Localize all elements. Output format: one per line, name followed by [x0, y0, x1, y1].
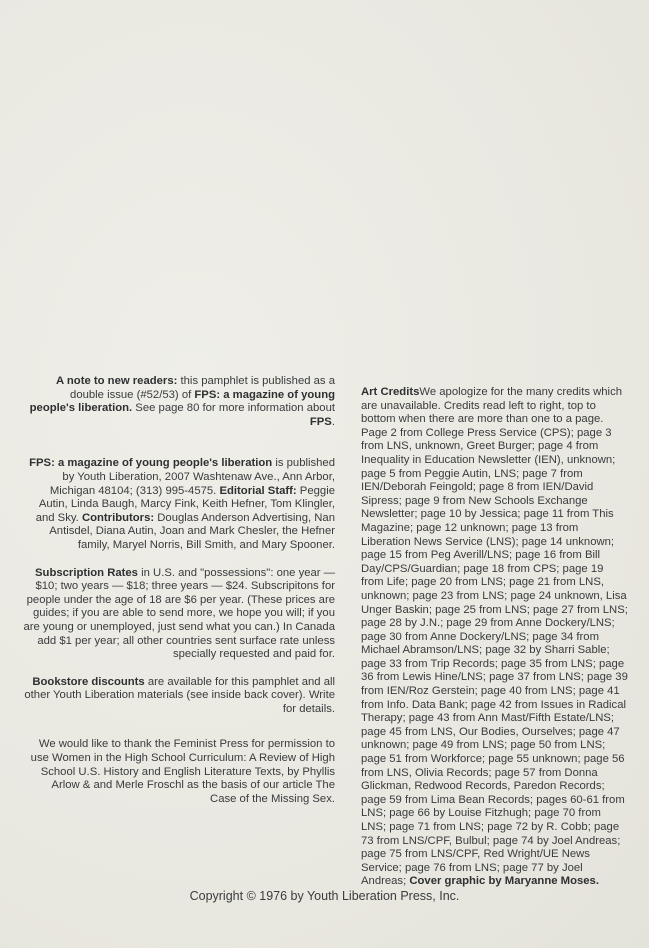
thanks-note — [22, 738, 335, 806]
note-text-1: this pamphlet is published as a double issue (#52/53) of — [70, 375, 335, 401]
note-to-readers — [22, 375, 335, 429]
editorial-staff-label: Editorial Staff: — [219, 484, 297, 497]
note-magazine-short: FPS — [309, 415, 332, 428]
note-lead: A note to new readers: — [56, 375, 178, 387]
masthead-lead: FPS: a magazine of young people's liberation — [29, 457, 273, 470]
subscription-lead: Subscription Rates — [35, 566, 138, 579]
editorial-staff: Peggie Autin, Linda Baugh, Marcy Fink, Keith Hefner, Tom Klingler, and Sky. — [35, 484, 335, 524]
contributors: Douglas Anderson Advertising, Nan Antisdel, Diana Autin, Joan and Mark Chesler, the Hefner family, Maryel Norris, Bill Smith, and Mary Spooner. — [49, 511, 335, 551]
contributors-label: Contributors: — [81, 511, 155, 524]
art-credits-lead: Art Credits — [361, 386, 420, 398]
left-column — [22, 375, 335, 820]
masthead — [22, 457, 335, 552]
right-column — [361, 386, 629, 903]
bookstore-lead: Bookstore discounts — [32, 675, 145, 688]
bookstore-discounts — [22, 676, 335, 717]
copyright: Copyright © 1976 by Youth Liberation Press, Inc. — [189, 889, 460, 903]
art-credits-text: We apologize for the many credits which are unavailable. Credits read left to right, top to bottom when there are more than one to a page. Page 2 from College Press Service (CPS); page 3 from LNS, unknown, Greet Burger; page 4 from Inequality in Education Newsletter (IEN), unknown; page 5 from Peggie Autin, LNS; page 7 from IEN/Deborah Feingold; page 8 from IEN/David Sipress; page 9 from New Schools Exchange Newsletter; page 10 by Jessica; page 11 from This Magazine; page 12 unknown; page 13 from Liberation News Service (LNS); page 14 unknown; page 15 from Peg Averill/LNS; page 16 from Bill Day/CPS/Guardian; page 18 from CPS; page 19 from Life; page 20 from LNS; page 21 from LNS, unknown; page 23 from LNS; page 24 unknown, Lisa Unger Baskin; page 25 from LNS; page 27 from LNS; page 28 by J.N.; page 29 from Anne Dockery/LNS; page 30 from Anne Dockery/LNS; page 34 from Michael Abramson/LNS; page 32 by Sharri Sable; page 33 from Trip Records; page 35 from LNS; page 36 from Lewis Hine/LNS; page 37 from LNS; page 39 from IEN/Roz Gerstein; page 40 from LNS; page 41 from Info. Data Bank; page 42 from Issues in Radical Therapy; page 43 from Ann Mast/Fifth Estate/LNS; page 45 from LNS, Our Bodies, Ourselves; page 47 unknown; page 49 from LNS; page 50 from LNS; page 51 from Workforce; page 55 unknown; page 56 from LNS, Olivia Records; page 57 from Donna Glickman, Redwood Records, Paredon Records; page 59 from Lima Bean Records; pages 60-61 from LNS; page 66 by Louise Fitzhugh; page 70 from LNS; page 71 from LNS; page 72 by R. Cobb; page 73 from LNS/CPF, Bulbul; page 74 by Joel Andreas; page 75 from LNS/CPF, Red Wright/UE News Service; page 76 from LNS; page 77 by Joel Andreas; — [361, 386, 628, 888]
subscription-rates — [22, 567, 335, 662]
note-text-3: . — [331, 415, 335, 428]
note-magazine: FPS: a magazine of young people's liberation. — [29, 388, 335, 415]
art-credits — [361, 386, 629, 889]
thanks-text: We would like to thank the Feminist Press for permission to use Women in the High School Curriculum: A Review of High School U.S. History and English Literature Texts, by Phyllis Arlow & and Merle Froschl as the basis of our article The Case of the Missing Sex. — [30, 738, 335, 805]
masthead-address: is published by Youth Liberation, 2007 Washtenaw Ave., Ann Arbor, Michigan 48104; (313) 995-4575. — [49, 457, 335, 497]
note-text-2: See page 80 for more information about — [132, 402, 335, 415]
bookstore-text: are available for this pamphlet and all other Youth Liberation materials (see inside back cover). Write for details. — [24, 675, 335, 715]
cover-credit: Cover graphic by Maryanne Moses. — [409, 875, 599, 888]
subscription-text: in U.S. and "possessions": one year — $10; two years — $18; three years — $24. Subscripitons for people under the age of 18 are $6 per year. (These prices are guides; if you are able to send more, we hope you will; if you are young or unemployed, just send what you can.) In Canada add $1 per year; all other countries sent surface rate unless specially requested and paid for. — [23, 566, 335, 661]
